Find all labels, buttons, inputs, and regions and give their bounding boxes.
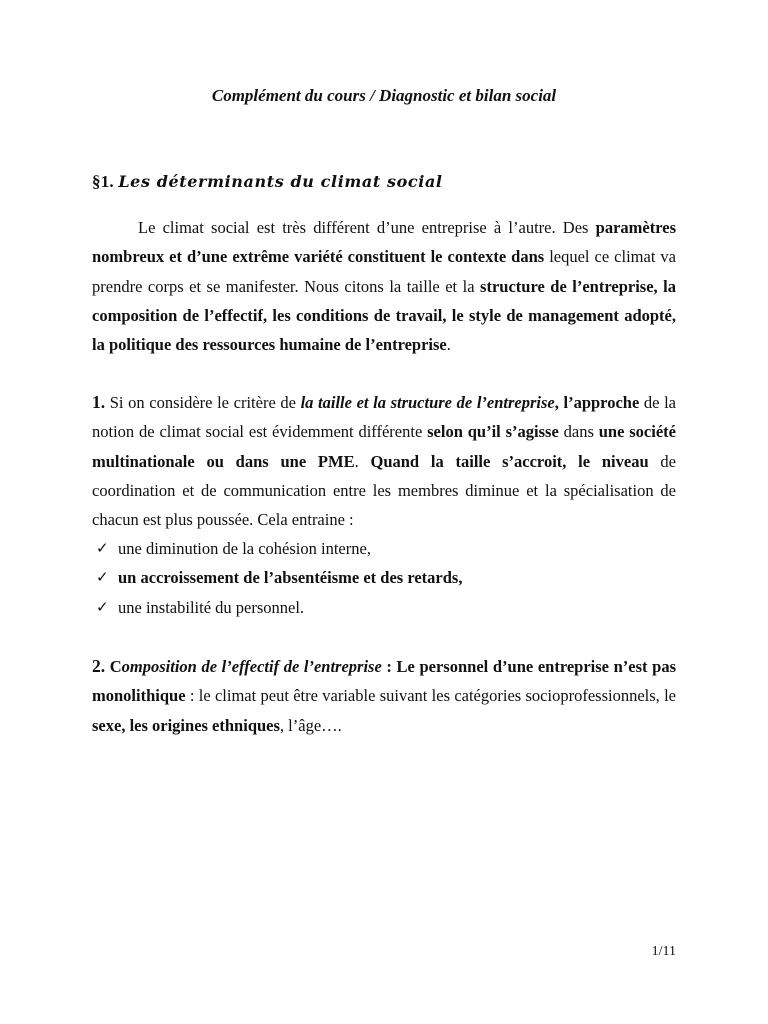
page-number: 1/11 bbox=[651, 944, 676, 959]
point-2-text-4: Le personnel d’une entreprise n’est pas monolithique bbox=[92, 657, 676, 706]
point-1-text-1: Si on considère le critère de bbox=[105, 393, 301, 412]
check-icon: ✓ bbox=[96, 568, 109, 587]
list-item-text: un accroissement de l’absentéisme et des retards, bbox=[118, 568, 463, 588]
point-1-text-9: Quand la taille s’accroit, le niveau bbox=[370, 451, 649, 471]
intro-text-1: Le climat social est très différent d’une entreprise à l’autre. Des bbox=[138, 218, 596, 237]
point-1-text-4: de la notion de climat social est évidemment différente bbox=[92, 393, 677, 442]
point-1-number: 1. bbox=[92, 392, 106, 412]
point-2-paragraph bbox=[92, 652, 676, 740]
consequences-list bbox=[96, 534, 462, 622]
intro-text-3: lequel ce climat va prendre corps et se manifester. Nous citons la taille et la bbox=[92, 247, 676, 296]
intro-paragraph bbox=[92, 213, 676, 359]
check-icon: ✓ bbox=[96, 539, 109, 557]
point-2-text-1: C bbox=[105, 657, 122, 676]
point-1-text-3: , l’approche bbox=[554, 393, 640, 412]
section-heading bbox=[92, 172, 443, 192]
point-2-text-3: : bbox=[381, 657, 397, 676]
point-2-text-6: sexe, les origines ethniques bbox=[92, 715, 280, 735]
list-item bbox=[96, 563, 462, 592]
section-number: §1. bbox=[92, 172, 119, 191]
point-1-text-7: une société multinationale ou dans une PME bbox=[92, 422, 676, 471]
intro-text-4: structure de l’entreprise, la composition de l’effectif, les conditions de travail, le style de management adopté, la politique des ressources humaine de l’entreprise bbox=[92, 276, 676, 355]
point-1-paragraph bbox=[92, 388, 676, 534]
list-item bbox=[96, 593, 462, 622]
point-1-emphasis: la taille et la structure de l’entreprise bbox=[300, 393, 555, 412]
point-2-text-5: : le climat peut être variable suivant les catégories socioprofessionnels, le bbox=[185, 686, 676, 706]
section-heading-text: Les déterminants du climat social bbox=[118, 172, 443, 191]
list-item-text: une diminution de la cohésion interne, bbox=[118, 539, 371, 558]
point-2-emphasis: omposition de l’effectif de l’entreprise bbox=[121, 657, 382, 676]
point-2-number: 2. bbox=[92, 656, 106, 676]
intro-text-5: . bbox=[446, 335, 451, 355]
point-1-text-10: de coordination et de communication entre les membres diminue et la spécialisation de chacun est plus poussée. Cela entraine : bbox=[92, 451, 676, 530]
point-1-text-8: . bbox=[354, 451, 371, 471]
point-1-text-5: selon qu’il s’agisse bbox=[427, 422, 559, 442]
check-icon: ✓ bbox=[96, 597, 109, 616]
point-2-text-7: , l’âge…. bbox=[279, 715, 342, 735]
point-1-text-6: dans bbox=[558, 422, 599, 442]
intro-text-2: paramètres nombreux et d’une extrême variété constituent le contexte dans bbox=[92, 218, 676, 267]
list-item bbox=[96, 534, 462, 563]
document-title: Complément du cours / Diagnostic et bilan social bbox=[211, 86, 557, 105]
list-item-text: une instabilité du personnel. bbox=[118, 597, 305, 617]
